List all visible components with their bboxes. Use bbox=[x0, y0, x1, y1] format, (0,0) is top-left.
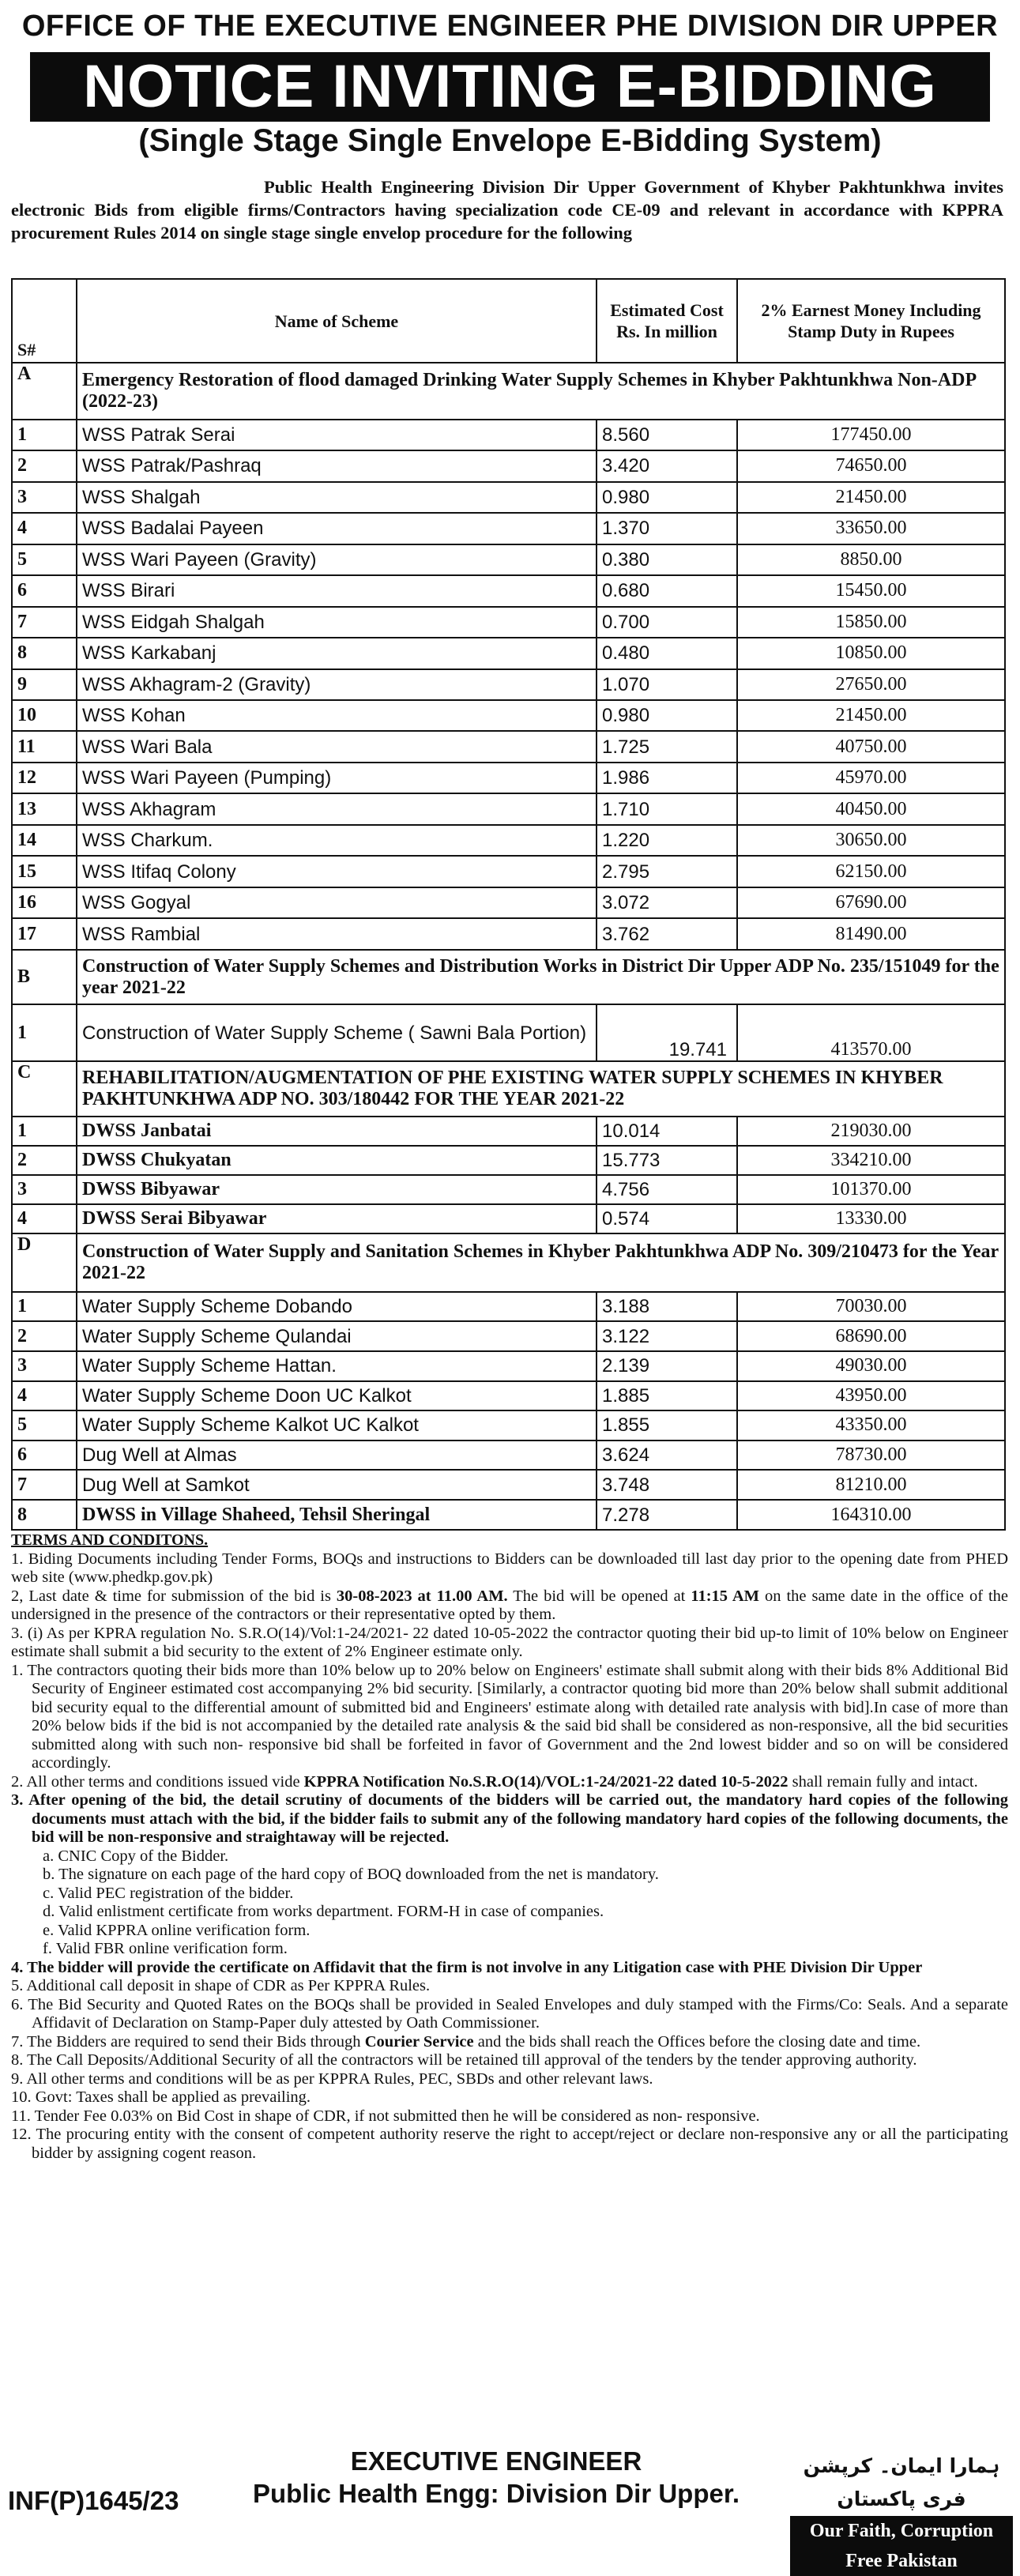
cell-estimated-cost: 0.680 bbox=[597, 575, 737, 606]
cell-sr: 16 bbox=[12, 887, 77, 918]
cell-sr: 14 bbox=[12, 825, 77, 856]
cell-earnest-money: 40450.00 bbox=[737, 793, 1005, 824]
cell-estimated-cost: 15.773 bbox=[597, 1146, 737, 1175]
cell-sr: 12 bbox=[12, 763, 77, 793]
cell-scheme-name: WSS Patrak Serai bbox=[77, 420, 597, 450]
cell-earnest-money: 21450.00 bbox=[737, 482, 1005, 513]
cell-earnest-money: 81210.00 bbox=[737, 1470, 1005, 1500]
cell-estimated-cost: 0.574 bbox=[597, 1204, 737, 1233]
cell-sr: 15 bbox=[12, 856, 77, 887]
cell-scheme-name: WSS Wari Payeen (Pumping) bbox=[77, 763, 597, 793]
condition-7-text-a: 7. The Bidders are required to send their Bids through bbox=[11, 2032, 361, 2051]
table-row bbox=[12, 887, 1005, 918]
cell-estimated-cost: 3.122 bbox=[597, 1321, 737, 1351]
section-title: Construction of Water Supply Schemes and Distribution Works in District Dir Upper ADP No. 235/151049 for the year 2021-22 bbox=[77, 950, 1005, 1005]
cell-earnest-money: 15850.00 bbox=[737, 607, 1005, 638]
condition-7 bbox=[11, 2033, 1008, 2052]
signatory-block bbox=[228, 2445, 765, 2510]
cell-sr: 1 bbox=[12, 1292, 77, 1322]
cell-sr: 11 bbox=[12, 731, 77, 762]
condition-12: 12. The procuring entity with the consent of competent authority reserve the right to accept/reject or declare non-responsive any or all the participating bidder by assigning cogent reason. bbox=[11, 2126, 1008, 2162]
table-row bbox=[12, 1321, 1005, 1351]
cell-estimated-cost: 3.624 bbox=[597, 1441, 737, 1471]
cell-estimated-cost: 3.762 bbox=[597, 918, 737, 949]
cell-sr: 1 bbox=[12, 1004, 77, 1061]
cell-estimated-cost: 8.560 bbox=[597, 420, 737, 450]
condition-7-text-c: and the bids shall reach the Offices before the closing date and time. bbox=[477, 2032, 921, 2051]
table-row bbox=[12, 575, 1005, 606]
cell-estimated-cost: 1.220 bbox=[597, 825, 737, 856]
cell-scheme-name: DWSS Chukyatan bbox=[77, 1146, 597, 1175]
cell-scheme-name: WSS Gogyal bbox=[77, 887, 597, 918]
cell-estimated-cost: 10.014 bbox=[597, 1117, 737, 1146]
cell-earnest-money: 164310.00 bbox=[737, 1500, 1005, 1530]
cell-estimated-cost: 4.756 bbox=[597, 1175, 737, 1204]
term-2-text-c: The bid will be opened at bbox=[513, 1587, 686, 1605]
term-3: 3. (i) As per KPRA regulation No. S.R.O(14)/Vol:1-24/2021- 22 dated 10-05-2022 the contractor quoting their bid up-to limit of 10% below on Engineer estimate shall submit a bid security to the extent of 2% Engineer estimate only. bbox=[11, 1624, 1008, 1660]
cell-scheme-name: WSS Karkabanj bbox=[77, 638, 597, 668]
condition-11: 11. Tender Fee 0.03% on Bid Cost in shape of CDR, if not submitted then he will be considered as non- responsive. bbox=[11, 2107, 760, 2125]
cell-earnest-money: 101370.00 bbox=[737, 1175, 1005, 1204]
cell-sr: 3 bbox=[12, 482, 77, 513]
cell-sr: 9 bbox=[12, 669, 77, 700]
cell-estimated-cost: 0.700 bbox=[597, 607, 737, 638]
cell-earnest-money: 13330.00 bbox=[737, 1204, 1005, 1233]
table-row bbox=[12, 450, 1005, 481]
document-d: d. Valid enlistment certificate from works department. FORM-H in case of companies. bbox=[43, 1903, 604, 1920]
cell-sr: 4 bbox=[12, 513, 77, 544]
terms-title: TERMS AND CONDITONS. bbox=[11, 1531, 209, 1549]
cell-scheme-name: WSS Itifaq Colony bbox=[77, 856, 597, 887]
signatory-office: Public Health Engg: Division Dir Upper. bbox=[252, 2479, 740, 2508]
cell-earnest-money: 27650.00 bbox=[737, 669, 1005, 700]
cell-estimated-cost: 3.748 bbox=[597, 1470, 737, 1500]
cell-sr: 5 bbox=[12, 544, 77, 575]
cell-sr: 8 bbox=[12, 1500, 77, 1530]
cell-earnest-money: 49030.00 bbox=[737, 1351, 1005, 1381]
condition-2-text-c: shall remain fully and intact. bbox=[792, 1772, 978, 1791]
cell-scheme-name: WSS Birari bbox=[77, 575, 597, 606]
table-row bbox=[12, 918, 1005, 949]
condition-2-notification: KPPRA Notification No.S.R.O(14)/VOL:1-24/2021-22 dated 10-5-2022 bbox=[303, 1772, 789, 1791]
cell-scheme-name: WSS Rambial bbox=[77, 918, 597, 949]
cell-estimated-cost: 0.480 bbox=[597, 638, 737, 668]
cell-estimated-cost: 3.420 bbox=[597, 450, 737, 481]
notice-title-banner: NOTICE INVITING E-BIDDING bbox=[30, 52, 990, 122]
table-row bbox=[12, 420, 1005, 450]
table-row bbox=[12, 700, 1005, 731]
document-b: b. The signature on each page of the hard copy of BOQ downloaded from the net is mandatory. bbox=[43, 1866, 659, 1883]
section-row bbox=[12, 363, 1005, 420]
table-row bbox=[12, 1410, 1005, 1441]
cell-scheme-name: Water Supply Scheme Doon UC Kalkot bbox=[77, 1381, 597, 1411]
condition-5: 5. Additional call deposit in shape of CDR as Per KPPRA Rules. bbox=[11, 1977, 431, 1994]
cell-estimated-cost: 2.795 bbox=[597, 856, 737, 887]
section-row bbox=[12, 1061, 1005, 1117]
condition-3: 3. After opening of the bid, the detail scrutiny of documents of the bidders will be carried out, the mandatory hard copies of the following documents must attach with the bid, if the bidder fails to submit any of the following mandatory hard copies of the following documents, the bid will be non-responsive and straightaway will be rejected. bbox=[11, 1791, 1008, 1846]
section-title: REHABILITATION/AUGMENTATION OF PHE EXISTING WATER SUPPLY SCHEMES IN KHYBER PAKHTUNKHWA ADP NO. 303/180442 FOR THE YEAR 2021-22 bbox=[77, 1061, 1005, 1117]
document-c: c. Valid PEC registration of the bidder. bbox=[43, 1884, 294, 1902]
cell-sr: 4 bbox=[12, 1204, 77, 1233]
table-row bbox=[12, 1204, 1005, 1233]
cell-sr: 3 bbox=[12, 1175, 77, 1204]
signatory-title: EXECUTIVE ENGINEER bbox=[350, 2446, 642, 2476]
schemes-table bbox=[11, 278, 1006, 1531]
intro-paragraph: Public Health Engineering Division Dir Upper Government of Khyber Pakhtunkhwa invites electronic Bids from eligible firms/Contractors having specialization code CE-09 and relevant in accordance with KPPRA procurement Rules 2014 on single stage single envelop procedure for the following bbox=[11, 177, 1003, 243]
cell-scheme-name: Water Supply Scheme Dobando bbox=[77, 1292, 597, 1322]
section-title: Emergency Restoration of flood damaged Drinking Water Supply Schemes in Khyber Pakhtunkhwa Non-ADP (2022-23) bbox=[77, 363, 1005, 420]
table-row bbox=[12, 1146, 1005, 1175]
table-row bbox=[12, 482, 1005, 513]
cell-estimated-cost: 0.980 bbox=[597, 482, 737, 513]
cell-scheme-name: WSS Charkum. bbox=[77, 825, 597, 856]
cell-sr: 7 bbox=[12, 1470, 77, 1500]
cell-earnest-money: 81490.00 bbox=[737, 918, 1005, 949]
table-row bbox=[12, 1117, 1005, 1146]
cell-scheme-name: DWSS Janbatai bbox=[77, 1117, 597, 1146]
cell-scheme-name: DWSS Bibyawar bbox=[77, 1175, 597, 1204]
cell-scheme-name: WSS Patrak/Pashraq bbox=[77, 450, 597, 481]
cell-earnest-money: 21450.00 bbox=[737, 700, 1005, 731]
cell-earnest-money: 43350.00 bbox=[737, 1410, 1005, 1441]
cell-earnest-money: 74650.00 bbox=[737, 450, 1005, 481]
cell-estimated-cost: 1.725 bbox=[597, 731, 737, 762]
cell-estimated-cost: 0.380 bbox=[597, 544, 737, 575]
cell-earnest-money: 67690.00 bbox=[737, 887, 1005, 918]
cell-earnest-money: 30650.00 bbox=[737, 825, 1005, 856]
table-row bbox=[12, 731, 1005, 762]
cell-earnest-money: 68690.00 bbox=[737, 1321, 1005, 1351]
cell-estimated-cost: 1.710 bbox=[597, 793, 737, 824]
section-letter: B bbox=[12, 950, 77, 1005]
cell-sr: 5 bbox=[12, 1410, 77, 1441]
cell-scheme-name: WSS Eidgah Shalgah bbox=[77, 607, 597, 638]
section-letter: D bbox=[12, 1233, 77, 1292]
table-row bbox=[12, 825, 1005, 856]
slogan-block bbox=[790, 2450, 1013, 2576]
table-row bbox=[12, 607, 1005, 638]
section-title: Construction of Water Supply and Sanitation Schemes in Khyber Pakhtunkhwa ADP No. 309/210473 for the Year 2021-22 bbox=[77, 1233, 1005, 1292]
table-row bbox=[12, 1500, 1005, 1530]
document-a: a. CNIC Copy of the Bidder. bbox=[43, 1847, 229, 1865]
cell-scheme-name: WSS Akhagram bbox=[77, 793, 597, 824]
section-row bbox=[12, 1233, 1005, 1292]
cell-sr: 2 bbox=[12, 450, 77, 481]
col-header-money: 2% Earnest Money Including Stamp Duty in Rupees bbox=[737, 279, 1005, 363]
footer bbox=[0, 2443, 1020, 2571]
cell-scheme-name: WSS Wari Payeen (Gravity) bbox=[77, 544, 597, 575]
slogan-english: Our Faith, Corruption Free Pakistan bbox=[790, 2516, 1013, 2576]
cell-earnest-money: 43950.00 bbox=[737, 1381, 1005, 1411]
cell-earnest-money: 219030.00 bbox=[737, 1117, 1005, 1146]
cell-estimated-cost: 1.070 bbox=[597, 669, 737, 700]
cell-sr: 1 bbox=[12, 1117, 77, 1146]
cell-earnest-money: 413570.00 bbox=[737, 1004, 1005, 1061]
col-header-sr: S# bbox=[12, 279, 77, 363]
cell-scheme-name: WSS Akhagram-2 (Gravity) bbox=[77, 669, 597, 700]
cell-earnest-money: 45970.00 bbox=[737, 763, 1005, 793]
condition-2-text-a: 2. All other terms and conditions issued vide bbox=[11, 1772, 300, 1791]
condition-2 bbox=[11, 1773, 1008, 1792]
cell-estimated-cost: 3.072 bbox=[597, 887, 737, 918]
cell-earnest-money: 334210.00 bbox=[737, 1146, 1005, 1175]
cell-earnest-money: 40750.00 bbox=[737, 731, 1005, 762]
cell-scheme-name: WSS Kohan bbox=[77, 700, 597, 731]
condition-4: 4. The bidder will provide the certificate on Affidavit that the firm is not involve in any Litigation case with PHE Division Dir Upper bbox=[11, 1958, 923, 1976]
cell-scheme-name: Dug Well at Samkot bbox=[77, 1470, 597, 1500]
cell-sr: 10 bbox=[12, 700, 77, 731]
cell-scheme-name: WSS Badalai Payeen bbox=[77, 513, 597, 544]
cell-sr: 2 bbox=[12, 1146, 77, 1175]
cell-sr: 6 bbox=[12, 575, 77, 606]
document-e: e. Valid KPPRA online verification form. bbox=[43, 1921, 311, 1939]
cell-estimated-cost: 1.855 bbox=[597, 1410, 737, 1441]
cell-estimated-cost: 2.139 bbox=[597, 1351, 737, 1381]
cell-scheme-name: Water Supply Scheme Kalkot UC Kalkot bbox=[77, 1410, 597, 1441]
table-row bbox=[12, 1381, 1005, 1411]
cell-sr: 4 bbox=[12, 1381, 77, 1411]
table-row bbox=[12, 1004, 1005, 1061]
document-f: f. Valid FBR online verification form. bbox=[43, 1940, 288, 1957]
table-row bbox=[12, 856, 1005, 887]
cell-scheme-name: DWSS Serai Bibyawar bbox=[77, 1204, 597, 1233]
col-header-cost: Estimated Cost Rs. In million bbox=[597, 279, 737, 363]
term-2-text-e: on the same date in the office of the undersigned in the presence of the contractors or their representative opted by them. bbox=[11, 1587, 1009, 1623]
cell-sr: 8 bbox=[12, 638, 77, 668]
cell-estimated-cost: 7.278 bbox=[597, 1500, 737, 1530]
cell-earnest-money: 33650.00 bbox=[737, 513, 1005, 544]
cell-earnest-money: 70030.00 bbox=[737, 1292, 1005, 1322]
table-header-row bbox=[12, 279, 1005, 363]
condition-8: 8. The Call Deposits/Additional Security of all the contractors will be retained till approval of the tenders by the tender approving authority. bbox=[11, 2051, 917, 2069]
cell-scheme-name: Water Supply Scheme Hattan. bbox=[77, 1351, 597, 1381]
condition-9: 9. All other terms and conditions will be as per KPPRA Rules, PEC, SBDs and other relevant laws. bbox=[11, 2069, 653, 2088]
schemes-table-body bbox=[12, 363, 1005, 1530]
cell-scheme-name: WSS Shalgah bbox=[77, 482, 597, 513]
cell-sr: 6 bbox=[12, 1441, 77, 1471]
cell-sr: 13 bbox=[12, 793, 77, 824]
table-row bbox=[12, 1441, 1005, 1471]
cell-scheme-name: WSS Wari Bala bbox=[77, 731, 597, 762]
cell-estimated-cost: 1.986 bbox=[597, 763, 737, 793]
cell-scheme-name: Construction of Water Supply Scheme ( Sawni Bala Portion) bbox=[77, 1004, 597, 1061]
notice-subtitle: (Single Stage Single Envelope E-Bidding System) bbox=[138, 123, 882, 158]
cell-sr: 3 bbox=[12, 1351, 77, 1381]
term-2-deadline: 30-08-2023 at 11.00 AM. bbox=[336, 1587, 508, 1605]
cell-sr: 17 bbox=[12, 918, 77, 949]
condition-6: 6. The Bid Security and Quoted Rates on the BOQs shall be provided in Sealed Envelopes and duly stamped with the Firms/Co: Seals. And a separate Affidavit of Declaration on Stamp-Paper duly attested by Oath Commissioner. bbox=[11, 1995, 1008, 2032]
cell-estimated-cost: 1.885 bbox=[597, 1381, 737, 1411]
condition-7-courier: Courier Service bbox=[364, 2032, 474, 2051]
table-row bbox=[12, 1351, 1005, 1381]
cell-sr: 7 bbox=[12, 607, 77, 638]
cell-estimated-cost: 0.980 bbox=[597, 700, 737, 731]
table-row bbox=[12, 669, 1005, 700]
terms-section bbox=[11, 1531, 1008, 2163]
cell-scheme-name: Dug Well at Almas bbox=[77, 1441, 597, 1471]
condition-1: 1. The contractors quoting their bids more than 10% below up to 20% below on Engineers' estimate shall submit along with their bids 8% Additional Bid Security of Engineer estimated cost accompanying 2% bid security. [Similarly, a contractor quoting bid more than 20% below shall submit additional bid security equal to the differential amount of submitted bid and Engineers' estimate along with detailed rate analysis with bid].In case of more than 20% below bids if the bid is not accompanied by the detailed rate analysis & the said bid shall be considered as non-responsive, all the bid securities submitted along with such non- responsive bid shall be forfeited in favor of Government and the 2nd lowest bidder and so on will be considered accordingly. bbox=[11, 1661, 1008, 1772]
table-row bbox=[12, 1292, 1005, 1322]
cell-estimated-cost: 19.741 bbox=[597, 1004, 737, 1061]
section-letter: C bbox=[12, 1061, 77, 1117]
table-row bbox=[12, 513, 1005, 544]
cell-earnest-money: 177450.00 bbox=[737, 420, 1005, 450]
col-header-name: Name of Scheme bbox=[77, 279, 597, 363]
cell-earnest-money: 78730.00 bbox=[737, 1441, 1005, 1471]
term-2-opening-time: 11:15 AM bbox=[691, 1587, 760, 1605]
inf-number: INF(P)1645/23 bbox=[8, 2486, 179, 2515]
cell-estimated-cost: 1.370 bbox=[597, 513, 737, 544]
table-row bbox=[12, 793, 1005, 824]
cell-sr: 1 bbox=[12, 420, 77, 450]
table-row bbox=[12, 1470, 1005, 1500]
cell-scheme-name: DWSS in Village Shaheed, Tehsil Sheringal bbox=[77, 1500, 597, 1530]
cell-earnest-money: 15450.00 bbox=[737, 575, 1005, 606]
term-2 bbox=[11, 1587, 1008, 1625]
cell-earnest-money: 8850.00 bbox=[737, 544, 1005, 575]
cell-sr: 2 bbox=[12, 1321, 77, 1351]
urdu-slogan: ہمارا ایمان۔ کرپشن فری پاکستان bbox=[803, 2454, 1000, 2510]
condition-10: 10. Govt: Taxes shall be applied as prevailing. bbox=[11, 2088, 311, 2106]
table-row bbox=[12, 1175, 1005, 1204]
term-1: 1. Biding Documents including Tender Forms, BOQs and instructions to Bidders can be downloaded till last day prior to the opening date from PHED web site (www.phedkp.gov.pk) bbox=[11, 1550, 1008, 1586]
term-2-text-a: 2, Last date & time for submission of the bid is bbox=[11, 1587, 331, 1605]
cell-earnest-money: 62150.00 bbox=[737, 856, 1005, 887]
table-row bbox=[12, 638, 1005, 668]
cell-estimated-cost: 3.188 bbox=[597, 1292, 737, 1322]
section-letter: A bbox=[12, 363, 77, 420]
table-row bbox=[12, 763, 1005, 793]
cell-scheme-name: Water Supply Scheme Qulandai bbox=[77, 1321, 597, 1351]
office-heading: OFFICE OF THE EXECUTIVE ENGINEER PHE DIVISION DIR UPPER bbox=[21, 9, 999, 43]
section-row bbox=[12, 950, 1005, 1005]
table-row bbox=[12, 544, 1005, 575]
cell-earnest-money: 10850.00 bbox=[737, 638, 1005, 668]
